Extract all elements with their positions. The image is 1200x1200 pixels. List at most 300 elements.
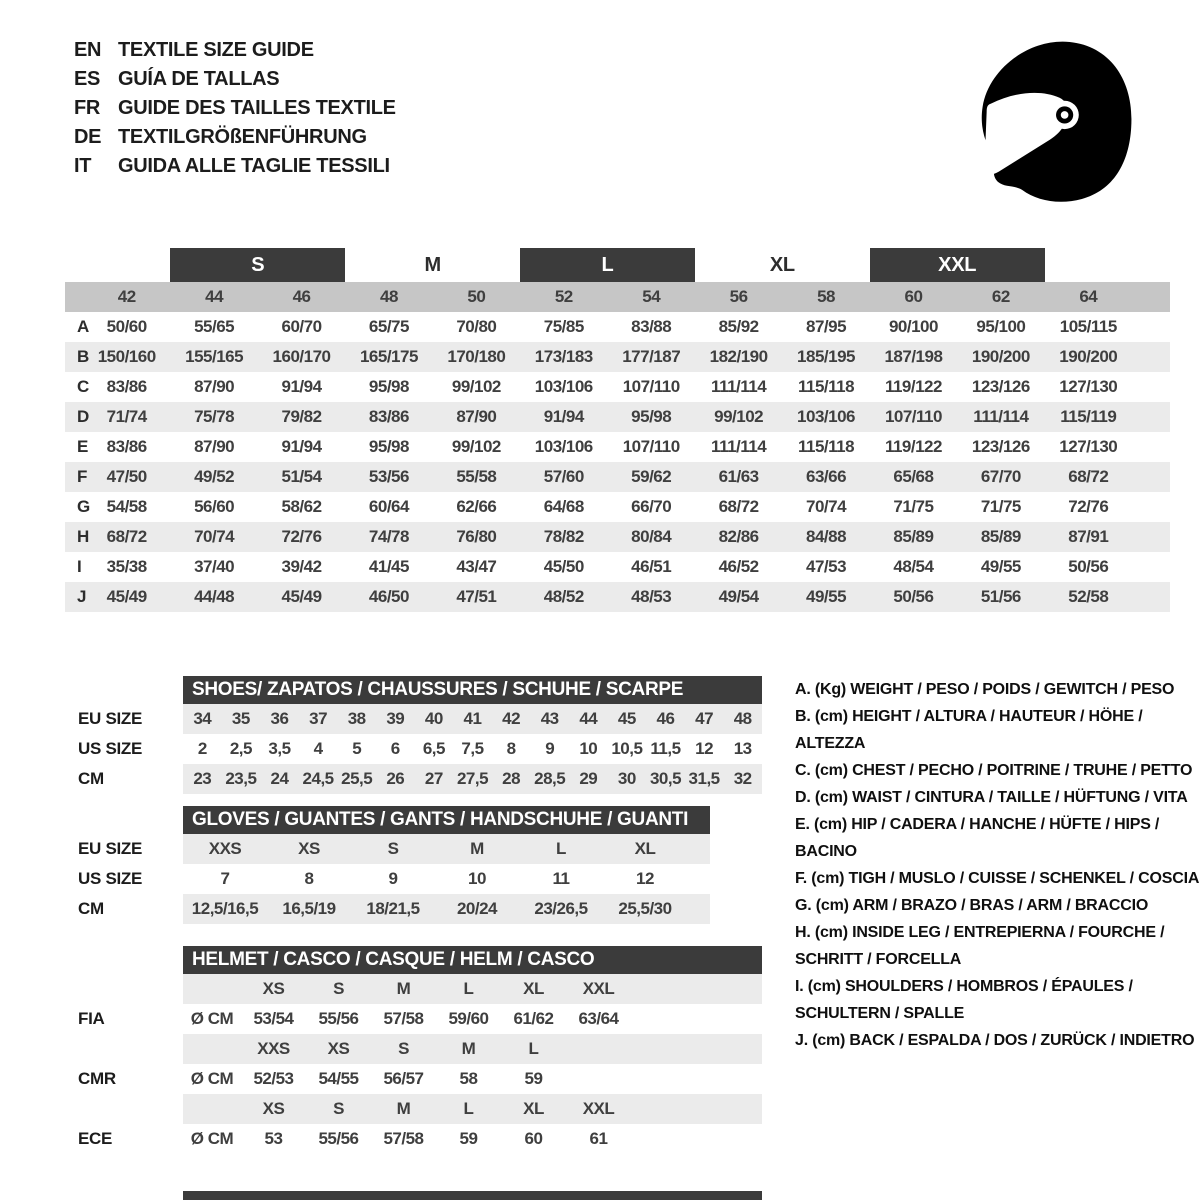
measurement-cell: 46/52 bbox=[718, 557, 759, 576]
measurement-cell: 49/54 bbox=[718, 587, 759, 606]
table-row bbox=[65, 312, 1170, 342]
numeric-size: 50 bbox=[467, 287, 486, 306]
helmet-icon bbox=[976, 40, 1134, 202]
measurement-cell: 190/200 bbox=[971, 347, 1030, 366]
shoes-cell: 26 bbox=[386, 769, 405, 788]
measurement-cell: 64/68 bbox=[543, 497, 584, 516]
shoes-cell: 45 bbox=[617, 709, 636, 728]
measurement-cell: 46/50 bbox=[368, 587, 409, 606]
spacer bbox=[183, 1034, 241, 1064]
helmet-value-row bbox=[65, 1064, 762, 1094]
measurement-cell: 65/75 bbox=[368, 317, 409, 336]
measurement-cell: 66/70 bbox=[631, 497, 672, 516]
gloves-values bbox=[183, 894, 710, 924]
helmet-values bbox=[183, 1124, 762, 1154]
numeric-size: 44 bbox=[205, 287, 224, 306]
cutoff-section-bar bbox=[183, 1191, 762, 1200]
measurement-cell: 190/200 bbox=[1059, 347, 1118, 366]
row-label: G bbox=[77, 497, 91, 516]
measurement-cell: 68/72 bbox=[1068, 467, 1109, 486]
measurement-cell: 111/114 bbox=[973, 407, 1029, 426]
measurement-cell: 68/72 bbox=[106, 527, 147, 546]
size-group-label: S bbox=[170, 248, 345, 282]
shoes-cell: 9 bbox=[545, 739, 555, 758]
spacer bbox=[65, 1034, 183, 1064]
measurement-cell: 87/95 bbox=[806, 317, 847, 336]
measurement-cell: 115/118 bbox=[797, 437, 855, 456]
measurement-cell: 50/56 bbox=[893, 587, 934, 606]
unit-label: Ø CM bbox=[190, 1069, 234, 1088]
measurement-cell: 37/40 bbox=[194, 557, 235, 576]
row-label: E bbox=[77, 437, 89, 456]
shoes-section bbox=[65, 676, 762, 794]
legend-item: A. (Kg) WEIGHT / PESO / POIDS / GEWITCH / PESO bbox=[795, 681, 1175, 698]
helmet-size-label: XL bbox=[523, 1099, 544, 1118]
measurement-cell: 63/66 bbox=[806, 467, 847, 486]
measurement-cell: 160/170 bbox=[272, 347, 331, 366]
measurement-cell: 182/190 bbox=[709, 347, 768, 366]
standard-label: ECE bbox=[78, 1129, 113, 1148]
shoes-cell: 47 bbox=[695, 709, 714, 728]
measurement-cell: 103/106 bbox=[534, 437, 593, 456]
helmet-size-label: M bbox=[396, 1099, 411, 1118]
measurement-cell: 111/114 bbox=[711, 377, 767, 396]
measurement-cell: 45/49 bbox=[281, 587, 322, 606]
measurement-cell: 48/54 bbox=[893, 557, 934, 576]
measurement-cell: 123/126 bbox=[971, 437, 1030, 456]
gloves-cell: XXS bbox=[208, 839, 242, 858]
measurement-cell: 70/74 bbox=[194, 527, 235, 546]
measurement-cell: 52/58 bbox=[1068, 587, 1109, 606]
measurement-cell: 150/160 bbox=[97, 347, 156, 366]
language-title-list bbox=[74, 36, 396, 181]
helmet-cell: 55/56 bbox=[318, 1009, 359, 1028]
shoes-cell: 42 bbox=[502, 709, 521, 728]
measurement-cell: 75/78 bbox=[194, 407, 235, 426]
gloves-row bbox=[65, 834, 710, 864]
measurement-cell: 87/91 bbox=[1068, 527, 1109, 546]
measurement-cell: 72/76 bbox=[281, 527, 322, 546]
measurement-cell: 111/114 bbox=[711, 437, 767, 456]
gloves-cell: 16,5/19 bbox=[282, 899, 336, 918]
shoes-cell: 36 bbox=[270, 709, 289, 728]
measurement-cell: 85/89 bbox=[893, 527, 934, 546]
measurement-cell: 53/56 bbox=[368, 467, 409, 486]
helmet-cell: 59 bbox=[459, 1129, 478, 1148]
measurement-cell: 80/84 bbox=[631, 527, 672, 546]
measurement-cell: 48/52 bbox=[543, 587, 584, 606]
shoes-cell: 10 bbox=[579, 739, 598, 758]
language-code: FR bbox=[74, 97, 101, 119]
shoes-cell: 27,5 bbox=[456, 769, 489, 788]
helmet-size-label: XXL bbox=[582, 979, 615, 998]
measurement-cell: 105/115 bbox=[1059, 317, 1117, 336]
measurement-cell: 71/74 bbox=[106, 407, 147, 426]
measurement-cell: 127/130 bbox=[1059, 377, 1118, 396]
gloves-row bbox=[65, 864, 710, 894]
table-row bbox=[65, 462, 1170, 492]
row-label: US SIZE bbox=[78, 739, 143, 758]
legend-item: E. (cm) HIP / CADERA / HANCHE / HÜFTE / HIPS / BACINO bbox=[795, 816, 1160, 860]
helmet-size-row bbox=[65, 974, 762, 1004]
measurement-cell: 49/52 bbox=[194, 467, 235, 486]
row-label: H bbox=[77, 527, 90, 546]
helmet-cell: 54/55 bbox=[318, 1069, 359, 1088]
measurement-cell: 55/65 bbox=[194, 317, 235, 336]
measurement-cell: 35/38 bbox=[106, 557, 147, 576]
measurement-cell: 83/86 bbox=[106, 437, 147, 456]
measurement-cell: 107/110 bbox=[884, 407, 942, 426]
helmet-size-label: XS bbox=[327, 1039, 350, 1058]
shoes-cell: 39 bbox=[386, 709, 405, 728]
shoes-cell: 8 bbox=[506, 739, 516, 758]
numeric-size: 58 bbox=[817, 287, 835, 306]
measurement-cell: 119/122 bbox=[884, 437, 942, 456]
shoes-cell: 4 bbox=[313, 739, 323, 758]
numeric-size: 46 bbox=[292, 287, 311, 306]
numeric-size: 56 bbox=[729, 287, 748, 306]
gloves-cell: 20/24 bbox=[456, 899, 498, 918]
row-label: US SIZE bbox=[78, 869, 143, 888]
unit-label: Ø CM bbox=[190, 1129, 234, 1148]
measurement-cell: 123/126 bbox=[971, 377, 1030, 396]
legend-item: H. (cm) INSIDE LEG / ENTREPIERNA / FOURCHE / SCHRITT / FORCELLA bbox=[795, 924, 1165, 968]
gloves-cell: 11 bbox=[552, 869, 570, 888]
measurement-cell: 187/198 bbox=[884, 347, 943, 366]
measurement-cell: 185/195 bbox=[797, 347, 855, 366]
language-title: GUÍA DE TALLAS bbox=[118, 68, 280, 90]
row-label: D bbox=[77, 407, 90, 426]
spacer bbox=[183, 1094, 241, 1124]
gloves-section-header: GLOVES / GUANTES / GANTS / HANDSCHUHE / GUANTI bbox=[183, 806, 710, 834]
measurement-cell: 79/82 bbox=[281, 407, 322, 426]
numeric-size: 62 bbox=[991, 287, 1010, 306]
measurement-cell: 47/51 bbox=[456, 587, 497, 606]
helmet-size-label: L bbox=[463, 979, 474, 998]
shoes-cell: 6 bbox=[390, 739, 400, 758]
shoes-values bbox=[183, 734, 762, 764]
legend-item: J. (cm) BACK / ESPALDA / DOS / ZURÜCK / INDIETRO bbox=[795, 1032, 1195, 1049]
row-label: CM bbox=[78, 899, 104, 918]
helmet-cell: 57/58 bbox=[383, 1009, 424, 1028]
shoes-row bbox=[65, 764, 762, 794]
legend-item: I. (cm) SHOULDERS / HOMBROS / ÉPAULES / SCHULTERN / SPALLE bbox=[795, 978, 1133, 1022]
measurement-cell: 99/102 bbox=[714, 407, 764, 426]
helmet-value-row bbox=[65, 1124, 762, 1154]
helmet-cell: 58 bbox=[459, 1069, 478, 1088]
measurement-cell: 155/165 bbox=[185, 347, 244, 366]
measurement-cell: 39/42 bbox=[281, 557, 322, 576]
measurement-cell: 87/90 bbox=[194, 377, 235, 396]
measurement-cell: 50/56 bbox=[1068, 557, 1109, 576]
measurement-cell: 70/80 bbox=[456, 317, 497, 336]
language-title: GUIDE DES TAILLES TEXTILE bbox=[118, 97, 396, 119]
measurement-cell: 46/51 bbox=[631, 557, 672, 576]
language-code: IT bbox=[74, 155, 92, 177]
helmet-cell: 61/62 bbox=[513, 1009, 554, 1028]
measurement-cell: 50/60 bbox=[106, 317, 147, 336]
shoes-cell: 46 bbox=[656, 709, 675, 728]
row-label: EU SIZE bbox=[78, 839, 143, 858]
shoes-cell: 30 bbox=[617, 769, 636, 788]
table-row bbox=[65, 402, 1170, 432]
gloves-values bbox=[183, 834, 710, 864]
measurement-cell: 165/175 bbox=[359, 347, 418, 366]
spacer bbox=[183, 974, 241, 1004]
helmet-size-label: XS bbox=[262, 1099, 285, 1118]
language-title: GUIDA ALLE TAGLIE TESSILI bbox=[118, 155, 390, 177]
measurement-cell: 83/88 bbox=[631, 317, 672, 336]
measurement-cell: 173/183 bbox=[534, 347, 593, 366]
measurement-cell: 67/70 bbox=[980, 467, 1021, 486]
size-group-label: XL bbox=[769, 253, 795, 276]
row-label: J bbox=[77, 587, 87, 606]
gloves-cell: 9 bbox=[388, 869, 398, 888]
gloves-cell: M bbox=[470, 839, 484, 858]
numeric-size: 60 bbox=[904, 287, 923, 306]
measurement-cell: 70/74 bbox=[806, 497, 847, 516]
shoes-cell: 34 bbox=[193, 709, 212, 728]
measurement-cell: 43/47 bbox=[456, 557, 497, 576]
legend-item: C. (cm) CHEST / PECHO / POITRINE / TRUHE / PETTO bbox=[795, 762, 1193, 779]
measurement-cell: 68/72 bbox=[718, 497, 759, 516]
spacer bbox=[65, 282, 83, 312]
measurement-cell: 170/180 bbox=[447, 347, 506, 366]
measurement-cell: 71/75 bbox=[893, 497, 934, 516]
shoes-cell: 38 bbox=[347, 709, 366, 728]
gloves-cell: 12,5/16,5 bbox=[191, 899, 259, 918]
legend-item: F. (cm) TIGH / MUSLO / CUISSE / SCHENKEL / COSCIA bbox=[795, 870, 1200, 887]
measurement-cell: 90/100 bbox=[888, 317, 938, 336]
gloves-cell: S bbox=[387, 839, 399, 858]
helmet-values bbox=[183, 1004, 762, 1034]
helmet-cell: 55/56 bbox=[318, 1129, 359, 1148]
measurement-cell: 61/63 bbox=[718, 467, 759, 486]
measurement-cell: 91/94 bbox=[281, 377, 322, 396]
table-row bbox=[65, 432, 1170, 462]
numeric-size: 52 bbox=[554, 287, 573, 306]
gloves-cell: 25,5/30 bbox=[618, 899, 672, 918]
shoes-cell: 28 bbox=[502, 769, 521, 788]
measurement-cell: 45/49 bbox=[106, 587, 147, 606]
measurement-rows bbox=[65, 312, 1170, 612]
helmet-cell: 57/58 bbox=[383, 1129, 424, 1148]
measurement-cell: 177/187 bbox=[622, 347, 681, 366]
measurement-cell: 72/76 bbox=[1068, 497, 1109, 516]
shoes-cell: 24,5 bbox=[302, 769, 334, 788]
table-row bbox=[65, 372, 1170, 402]
shoes-cell: 5 bbox=[352, 739, 362, 758]
language-code: ES bbox=[74, 68, 101, 90]
shoes-section-header: SHOES/ ZAPATOS / CHAUSSURES / SCHUHE / SCARPE bbox=[183, 676, 762, 704]
measurement-cell: 95/98 bbox=[368, 437, 409, 456]
legend-item: D. (cm) WAIST / CINTURA / TAILLE / HÜFTUNG / VITA bbox=[795, 789, 1188, 806]
measurement-cell: 107/110 bbox=[622, 437, 680, 456]
shoes-cell: 12 bbox=[695, 739, 714, 758]
measurement-cell: 84/88 bbox=[806, 527, 847, 546]
measurement-cell: 76/80 bbox=[456, 527, 497, 546]
helmet-size-label: M bbox=[396, 979, 411, 998]
measurement-cell: 54/58 bbox=[106, 497, 147, 516]
measurement-cell: 119/122 bbox=[884, 377, 942, 396]
gloves-cell: L bbox=[556, 839, 566, 858]
shoes-row bbox=[65, 734, 762, 764]
helmet-sizes bbox=[183, 1034, 762, 1064]
spacer bbox=[65, 974, 183, 1004]
measurement-cell: 51/54 bbox=[281, 467, 322, 486]
numeric-size-header-row bbox=[65, 282, 1170, 312]
helmet-size-label: XXS bbox=[257, 1039, 290, 1058]
measurement-cell: 60/64 bbox=[368, 497, 409, 516]
gloves-cell: 23/26,5 bbox=[534, 899, 588, 918]
gloves-values bbox=[183, 864, 710, 894]
measurement-cell: 71/75 bbox=[980, 497, 1021, 516]
shoes-cell: 27 bbox=[424, 769, 443, 788]
measurement-cell: 103/106 bbox=[797, 407, 855, 426]
language-code: DE bbox=[74, 126, 102, 148]
measurement-cell: 87/90 bbox=[194, 437, 235, 456]
table-row bbox=[65, 522, 1170, 552]
measurement-cell: 75/85 bbox=[543, 317, 584, 336]
measurement-cell: 115/118 bbox=[797, 377, 855, 396]
shoes-cell: 2 bbox=[197, 739, 207, 758]
gloves-cell: 7 bbox=[220, 869, 230, 888]
shoes-row bbox=[65, 704, 762, 734]
helmet-cell: 61 bbox=[589, 1129, 608, 1148]
helmet-size-label: M bbox=[461, 1039, 476, 1058]
gloves-row bbox=[65, 894, 710, 924]
helmet-cell: 52/53 bbox=[253, 1069, 294, 1088]
gloves-cell: XS bbox=[298, 839, 320, 858]
gloves-cell: 8 bbox=[304, 869, 314, 888]
measurement-cell: 103/106 bbox=[534, 377, 593, 396]
measurement-cell: 107/110 bbox=[622, 377, 680, 396]
measurement-cell: 85/89 bbox=[980, 527, 1021, 546]
shoes-cell: 30,5 bbox=[649, 769, 682, 788]
gloves-section bbox=[65, 806, 710, 924]
legend-item: B. (cm) HEIGHT / ALTURA / HAUTEUR / HÖHE / ALTEZZA bbox=[795, 708, 1143, 752]
helmet-size-label: S bbox=[333, 1099, 344, 1118]
shoes-cell: 13 bbox=[733, 739, 752, 758]
table-row bbox=[65, 342, 1170, 372]
helmet-size-label: S bbox=[398, 1039, 409, 1058]
size-group-label: XXL bbox=[870, 248, 1045, 282]
helmet-size-label: XXL bbox=[582, 1099, 615, 1118]
measurement-cell: 49/55 bbox=[980, 557, 1021, 576]
row-label: EU SIZE bbox=[78, 709, 143, 728]
measurement-cell: 83/86 bbox=[106, 377, 147, 396]
row-label: F bbox=[77, 467, 88, 486]
shoes-cell: 24 bbox=[270, 769, 289, 788]
measurement-cell: 115/119 bbox=[1060, 407, 1117, 426]
table-row bbox=[65, 492, 1170, 522]
helmet-size-label: S bbox=[333, 979, 344, 998]
measurement-cell: 87/90 bbox=[456, 407, 497, 426]
language-row bbox=[74, 152, 396, 181]
measurement-cell: 127/130 bbox=[1059, 437, 1118, 456]
size-group-header-row bbox=[65, 248, 1170, 282]
row-label: I bbox=[77, 557, 82, 576]
helmet-cell: 59/60 bbox=[448, 1009, 489, 1028]
helmet-size-label: XS bbox=[262, 979, 285, 998]
shoes-cell: 6,5 bbox=[422, 739, 445, 758]
language-row bbox=[74, 65, 396, 94]
helmet-section bbox=[65, 946, 762, 1154]
legend-item: G. (cm) ARM / BRAZO / BRAS / ARM / BRACCIO bbox=[795, 897, 1149, 914]
shoes-cell: 31,5 bbox=[688, 769, 720, 788]
gloves-cell: 18/21,5 bbox=[366, 899, 420, 918]
numeric-size: 54 bbox=[642, 287, 661, 306]
measurement-cell: 44/48 bbox=[194, 587, 235, 606]
measurement-cell: 58/62 bbox=[281, 497, 322, 516]
measurement-cell: 48/53 bbox=[631, 587, 672, 606]
language-row bbox=[74, 36, 396, 65]
shoes-cell: 35 bbox=[231, 709, 250, 728]
shoes-cell: 41 bbox=[463, 709, 482, 728]
shoes-cell: 2,5 bbox=[229, 739, 252, 758]
measurement-cell: 99/102 bbox=[451, 377, 501, 396]
measurement-cell: 99/102 bbox=[451, 437, 501, 456]
helmet-size-row bbox=[65, 1034, 762, 1064]
helmet-sizes bbox=[183, 1094, 762, 1124]
table-row bbox=[65, 582, 1170, 612]
measurement-cell: 95/100 bbox=[976, 317, 1026, 336]
helmet-size-label: XL bbox=[523, 979, 544, 998]
helmet-cell: 53/54 bbox=[253, 1009, 294, 1028]
shoes-cell: 28,5 bbox=[534, 769, 566, 788]
measurement-cell: 47/50 bbox=[106, 467, 147, 486]
size-group-label: L bbox=[520, 248, 695, 282]
shoes-cell: 48 bbox=[733, 709, 752, 728]
helmet-cell: 56/57 bbox=[383, 1069, 424, 1088]
helmet-size-label: L bbox=[528, 1039, 539, 1058]
shoes-cell: 29 bbox=[579, 769, 598, 788]
gloves-cell: 12 bbox=[636, 869, 654, 888]
measurement-cell: 83/86 bbox=[368, 407, 409, 426]
numeric-size: 64 bbox=[1079, 287, 1098, 306]
measurement-cell: 95/98 bbox=[631, 407, 672, 426]
measurement-cell: 59/62 bbox=[631, 467, 672, 486]
standard-label: FIA bbox=[78, 1009, 105, 1028]
gloves-cell: 10 bbox=[468, 869, 486, 888]
shoes-cell: 40 bbox=[424, 709, 443, 728]
helmet-values bbox=[183, 1064, 762, 1094]
helmet-cell: 60 bbox=[524, 1129, 543, 1148]
shoes-values bbox=[183, 704, 762, 734]
standard-label: CMR bbox=[78, 1069, 116, 1088]
helmet-cell: 63/64 bbox=[578, 1009, 619, 1028]
language-title: TEXTILGRÖßENFÜHRUNG bbox=[118, 126, 367, 148]
shoes-cell: 7,5 bbox=[461, 739, 484, 758]
shoes-cell: 11,5 bbox=[650, 739, 681, 758]
helmet-section-header: HELMET / CASCO / CASQUE / HELM / CASCO bbox=[183, 946, 762, 974]
language-code: EN bbox=[74, 39, 102, 61]
row-label: C bbox=[77, 377, 90, 396]
measurement-cell: 47/53 bbox=[806, 557, 847, 576]
measurement-cell: 49/55 bbox=[806, 587, 847, 606]
shoes-cell: 32 bbox=[733, 769, 752, 788]
measurement-cell: 62/66 bbox=[456, 497, 497, 516]
helmet-size-label: L bbox=[463, 1099, 474, 1118]
shoes-cell: 44 bbox=[579, 709, 598, 728]
shoes-cell: 25,5 bbox=[341, 769, 373, 788]
helmet-cell: 59 bbox=[524, 1069, 543, 1088]
measurement-cell: 78/82 bbox=[543, 527, 584, 546]
shoes-cell: 37 bbox=[309, 709, 328, 728]
measurement-cell: 56/60 bbox=[194, 497, 235, 516]
language-title: TEXTILE SIZE GUIDE bbox=[118, 39, 314, 61]
measurement-cell: 65/68 bbox=[893, 467, 934, 486]
